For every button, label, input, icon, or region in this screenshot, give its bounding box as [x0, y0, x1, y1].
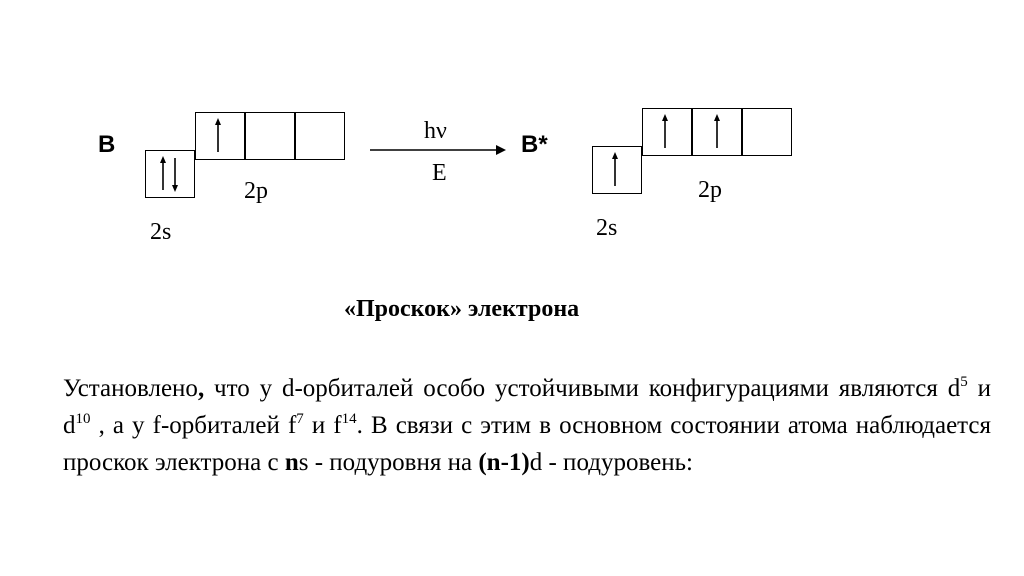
orbital-cell-2s-excited — [592, 146, 642, 194]
para-text: d - подуровень: — [529, 449, 693, 476]
para-text: Установлено — [63, 375, 198, 402]
orbital-cell-2p-2 — [245, 112, 295, 160]
para-text: и d — [63, 375, 991, 439]
orbital-cell-2p-2-excited — [692, 108, 742, 156]
para-comma: , — [197, 375, 205, 402]
diagram-caption: «Проскок» электрона — [344, 296, 580, 322]
up-arrow-icon — [195, 112, 245, 160]
orbital-cell-2p-3 — [295, 112, 345, 160]
para-text: s - подуровня на — [298, 449, 479, 476]
orbital-label-2s-excited: 2s — [596, 215, 618, 241]
orbital-cell-2p-3-excited — [742, 108, 792, 156]
para-superscript: 7 — [296, 411, 304, 427]
explanation-paragraph — [63, 370, 991, 481]
para-text: что у d-орбиталей особо устойчивыми конфигурациями являются d — [204, 375, 961, 402]
para-bold-n-minus-1: (n-1) — [478, 449, 530, 476]
up-arrow-icon — [642, 108, 692, 156]
orbital-label-2p-excited: 2p — [698, 177, 722, 203]
atom-label-b-excited: B* — [521, 131, 548, 158]
transition-label-e: E — [432, 160, 447, 186]
paired-arrows-icon — [145, 150, 195, 198]
orbital-cell-2p-1-excited — [642, 108, 692, 156]
atom-label-b: B — [98, 131, 116, 158]
orbital-cell-2s — [145, 150, 195, 198]
transition-label-hv: hν — [424, 118, 447, 144]
para-text: . В связи с этим в основном состоянии атома наблюдается проскок электрона с — [63, 412, 991, 476]
para-superscript: 14 — [341, 411, 357, 427]
orbital-cell-2p-1 — [195, 112, 245, 160]
para-bold-n: n — [284, 449, 299, 476]
orbital-label-2p: 2p — [244, 178, 268, 204]
up-arrow-icon — [692, 108, 742, 156]
para-text: и f — [303, 412, 342, 439]
transition-arrow-icon — [370, 143, 510, 157]
para-text: , а у f-орбиталей f — [90, 412, 297, 439]
orbital-label-2s: 2s — [150, 219, 172, 245]
para-superscript: 5 — [960, 374, 968, 390]
para-superscript: 10 — [75, 411, 91, 427]
up-arrow-icon — [592, 146, 642, 194]
